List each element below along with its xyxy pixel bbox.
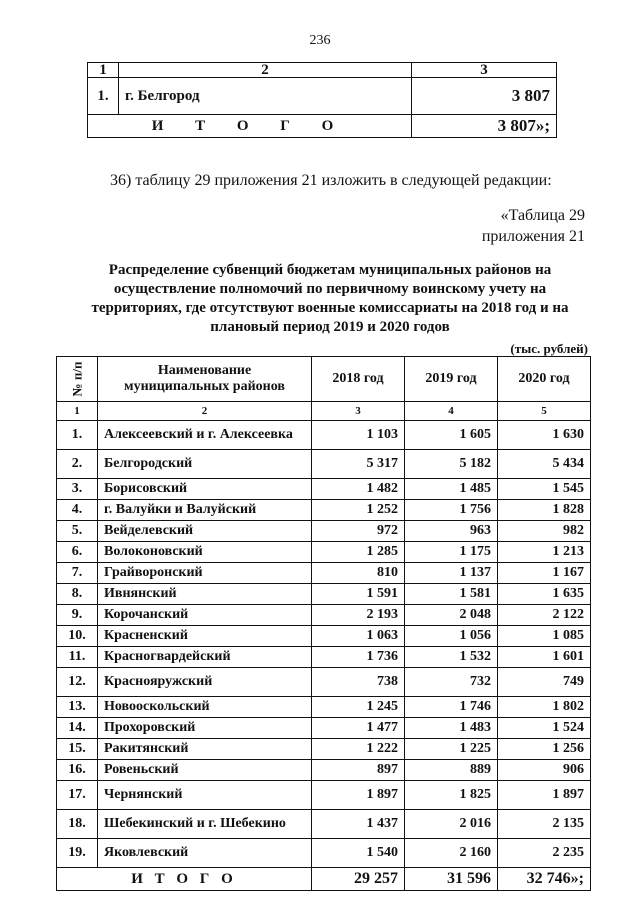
row-name: Красненский	[98, 626, 312, 647]
row-value-2018: 1 482	[312, 479, 405, 500]
row-value-2019: 1 825	[405, 781, 498, 810]
row-value-2018: 1 736	[312, 647, 405, 668]
instruction-paragraph: 36) таблицу 29 приложения 21 изложить в следующей редакции:	[110, 172, 552, 189]
row-value-2019: 963	[405, 521, 498, 542]
row-value-2018: 5 317	[312, 450, 405, 479]
row-num: 10.	[57, 626, 98, 647]
top-row-name: г. Белгород	[119, 78, 412, 115]
row-num: 19.	[57, 839, 98, 868]
row-num: 7.	[57, 563, 98, 584]
top-table-row	[88, 78, 557, 115]
row-value-2019: 732	[405, 668, 498, 697]
row-value-2020: 5 434	[498, 450, 591, 479]
row-value-2018: 897	[312, 760, 405, 781]
row-value-2018: 972	[312, 521, 405, 542]
top-table-total-row	[88, 115, 557, 138]
table-row	[57, 605, 591, 626]
row-value-2020: 906	[498, 760, 591, 781]
table-row	[57, 563, 591, 584]
header-name-line-2: муниципальных районов	[124, 379, 285, 394]
row-value-2019: 1 581	[405, 584, 498, 605]
row-name: Ровеньский	[98, 760, 312, 781]
title-line-2: осуществление полномочий по первичному воинскому учету на	[113, 281, 547, 297]
main-total-row	[57, 868, 591, 891]
row-value-2020: 1 635	[498, 584, 591, 605]
row-value-2019: 2 048	[405, 605, 498, 626]
row-num: 18.	[57, 810, 98, 839]
table-row	[57, 697, 591, 718]
row-name: Борисовский	[98, 479, 312, 500]
header-2018: 2018 год	[312, 357, 405, 402]
row-value-2018: 1 897	[312, 781, 405, 810]
row-value-2020: 1 545	[498, 479, 591, 500]
title-line-4: плановый период 2019 и 2020 годов	[210, 319, 450, 335]
col-number-5: 5	[498, 402, 591, 421]
row-value-2019: 1 605	[405, 421, 498, 450]
row-value-2019: 1 756	[405, 500, 498, 521]
row-value-2020: 2 235	[498, 839, 591, 868]
row-value-2019: 1 137	[405, 563, 498, 584]
row-name: Чернянский	[98, 781, 312, 810]
row-value-2019: 1 225	[405, 739, 498, 760]
row-num: 14.	[57, 718, 98, 739]
row-value-2020: 1 897	[498, 781, 591, 810]
row-num: 6.	[57, 542, 98, 563]
row-name: Ракитянский	[98, 739, 312, 760]
row-name: Красногвардейский	[98, 647, 312, 668]
table-row	[57, 781, 591, 810]
row-value-2018: 1 437	[312, 810, 405, 839]
header-2020: 2020 год	[498, 357, 591, 402]
row-num: 16.	[57, 760, 98, 781]
row-num: 12.	[57, 668, 98, 697]
units-label: (тыс. рублей)	[510, 341, 588, 356]
col-number-1: 1	[57, 402, 98, 421]
row-name: Волоконовский	[98, 542, 312, 563]
row-value-2018: 1 285	[312, 542, 405, 563]
table-row	[57, 479, 591, 500]
row-value-2018: 738	[312, 668, 405, 697]
row-value-2018: 2 193	[312, 605, 405, 626]
table-row	[57, 839, 591, 868]
main-total-label: И Т О Г О	[131, 871, 237, 887]
row-num: 5.	[57, 521, 98, 542]
table-row	[57, 760, 591, 781]
row-name: Вейделевский	[98, 521, 312, 542]
row-name: Алексеевский и г. Алексеевка	[98, 421, 312, 450]
header-name	[98, 357, 312, 402]
row-value-2020: 1 085	[498, 626, 591, 647]
top-total-label: И Т О Г О	[151, 117, 348, 134]
table-row	[57, 584, 591, 605]
title-line-3: территориях, где отсутствуют военные комиссариаты на 2018 год и на	[91, 300, 569, 316]
table-row	[57, 810, 591, 839]
row-value-2019: 1 483	[405, 718, 498, 739]
header-2019: 2019 год	[405, 357, 498, 402]
row-value-2020: 2 122	[498, 605, 591, 626]
row-value-2018: 1 103	[312, 421, 405, 450]
top-table-header-row	[88, 63, 557, 78]
row-num: 9.	[57, 605, 98, 626]
row-num: 15.	[57, 739, 98, 760]
row-name: Прохоровский	[98, 718, 312, 739]
row-value-2018: 1 591	[312, 584, 405, 605]
row-value-2020: 1 601	[498, 647, 591, 668]
table-row	[57, 542, 591, 563]
row-value-2018: 1 245	[312, 697, 405, 718]
main-total-2020: 32 746»;	[498, 868, 591, 891]
row-value-2020: 1 256	[498, 739, 591, 760]
caption-line-2: приложения 21	[481, 228, 585, 245]
row-value-2019: 2 016	[405, 810, 498, 839]
row-value-2018: 1 540	[312, 839, 405, 868]
top-table	[87, 62, 557, 138]
col-number-3: 3	[312, 402, 405, 421]
row-name: Шебекинский и г. Шебекино	[98, 810, 312, 839]
main-total-label-cell	[57, 868, 312, 891]
row-value-2019: 889	[405, 760, 498, 781]
row-value-2019: 1 056	[405, 626, 498, 647]
header-name-line-1: Наименование	[157, 363, 252, 378]
row-name: Грайворонский	[98, 563, 312, 584]
main-header-row	[57, 357, 591, 402]
row-name: Краснояружский	[98, 668, 312, 697]
main-table-body	[57, 421, 591, 868]
row-value-2019: 2 160	[405, 839, 498, 868]
row-name: Ивнянский	[98, 584, 312, 605]
table-row	[57, 450, 591, 479]
row-value-2020: 1 802	[498, 697, 591, 718]
top-col-1: 1	[88, 63, 119, 78]
row-num: 1.	[57, 421, 98, 450]
row-value-2020: 982	[498, 521, 591, 542]
column-numbers-row	[57, 402, 591, 421]
row-value-2020: 1 167	[498, 563, 591, 584]
row-name: Яковлевский	[98, 839, 312, 868]
main-total-2018: 29 257	[312, 868, 405, 891]
header-num	[57, 357, 98, 402]
top-col-3: 3	[412, 63, 557, 78]
row-value-2019: 1 746	[405, 697, 498, 718]
caption-line-1: «Таблица 29	[500, 207, 585, 224]
row-value-2020: 1 630	[498, 421, 591, 450]
row-num: 2.	[57, 450, 98, 479]
table-row	[57, 521, 591, 542]
table-row	[57, 739, 591, 760]
row-value-2019: 1 485	[405, 479, 498, 500]
row-value-2018: 1 252	[312, 500, 405, 521]
table-title	[60, 261, 600, 337]
top-row-num: 1.	[88, 78, 119, 115]
header-num-text: № п/п	[69, 361, 84, 396]
col-number-2: 2	[98, 402, 312, 421]
row-name: г. Валуйки и Валуйский	[98, 500, 312, 521]
row-value-2020: 1 213	[498, 542, 591, 563]
row-value-2020: 2 135	[498, 810, 591, 839]
top-total-label-cell	[88, 115, 412, 138]
row-value-2020: 749	[498, 668, 591, 697]
row-name: Корочанский	[98, 605, 312, 626]
table-row	[57, 500, 591, 521]
row-value-2018: 1 222	[312, 739, 405, 760]
row-num: 13.	[57, 697, 98, 718]
row-num: 17.	[57, 781, 98, 810]
row-value-2019: 5 182	[405, 450, 498, 479]
row-value-2020: 1 828	[498, 500, 591, 521]
row-value-2018: 1 063	[312, 626, 405, 647]
table-row	[57, 718, 591, 739]
row-value-2018: 810	[312, 563, 405, 584]
row-num: 8.	[57, 584, 98, 605]
top-total-value: 3 807»;	[412, 115, 557, 138]
top-col-2: 2	[119, 63, 412, 78]
row-name: Белгородский	[98, 450, 312, 479]
row-num: 11.	[57, 647, 98, 668]
page-number: 236	[309, 33, 331, 48]
top-row-value: 3 807	[412, 78, 557, 115]
row-num: 3.	[57, 479, 98, 500]
row-value-2019: 1 532	[405, 647, 498, 668]
main-total-2019: 31 596	[405, 868, 498, 891]
row-num: 4.	[57, 500, 98, 521]
col-number-4: 4	[405, 402, 498, 421]
row-value-2018: 1 477	[312, 718, 405, 739]
row-value-2020: 1 524	[498, 718, 591, 739]
table-row	[57, 647, 591, 668]
table-row	[57, 421, 591, 450]
row-name: Новооскольский	[98, 697, 312, 718]
table-row	[57, 668, 591, 697]
title-line-1: Распределение субвенций бюджетам муниципальных районов на	[108, 262, 552, 278]
main-table	[56, 356, 591, 891]
table-row	[57, 626, 591, 647]
row-value-2019: 1 175	[405, 542, 498, 563]
